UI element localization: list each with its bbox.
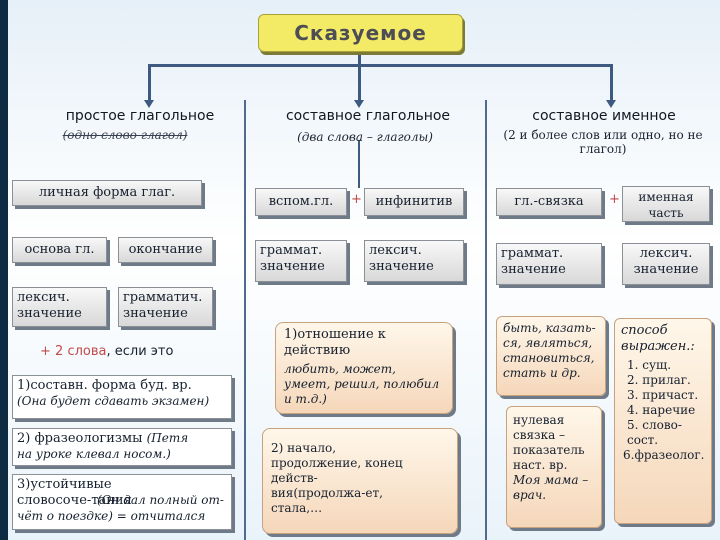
plus-nominal: + — [609, 192, 620, 207]
case3-example-b: чёт о поездке) = отчитался — [17, 509, 206, 523]
attitude-label: 1)отношение к действию — [284, 327, 386, 359]
box-grammatical: грамматич. значение — [118, 287, 213, 327]
zero-copula-example: Моя мама – врач. — [513, 473, 589, 502]
box-attitude — [275, 322, 453, 414]
ways-item-6: 6.фразеолог. — [623, 447, 705, 462]
connector-verbal-down — [358, 140, 360, 188]
column-divider-1 — [244, 100, 246, 540]
box-stem: основа гл. — [12, 237, 107, 263]
box-phase — [262, 428, 458, 534]
header-simple-sub: (одно слово-глагол) — [62, 128, 188, 142]
header-compound-nominal: составное именное — [532, 108, 676, 124]
arrow-right — [606, 100, 616, 108]
two-words-label: 2 слова — [55, 344, 107, 359]
ways-item-3: 3. причаст. — [627, 387, 699, 402]
header-compound-nominal-sub: (2 и более слов или одно, но не глагол) — [503, 128, 703, 156]
page-title: Сказуемое — [258, 14, 463, 52]
box-copula-list: быть, казать-ся, являться, становиться, стать и др. — [496, 316, 606, 396]
two-words-plus: + — [40, 344, 51, 359]
connector-right — [610, 64, 613, 104]
left-edge-bar — [0, 0, 8, 540]
arrow-left — [144, 100, 154, 108]
ways-title: способ выражен.: — [621, 323, 695, 355]
case2-row — [17, 431, 227, 447]
box-nominal-lex: лексич. значение — [622, 243, 710, 285]
connector-left — [148, 64, 151, 104]
two-words-note — [40, 344, 240, 359]
case3-example-a: (Он дал полный от- — [97, 493, 224, 507]
box-verbal-gram: граммат. значение — [255, 240, 347, 282]
connector-title-down — [358, 52, 361, 102]
box-case2 — [12, 428, 232, 466]
case2-example-b: на уроке клевал носом.) — [17, 447, 171, 462]
box-zero-copula — [506, 406, 602, 528]
header-simple: простое глагольное — [65, 108, 215, 124]
box-lexical: лексич. значение — [12, 287, 107, 327]
arrow-middle — [354, 100, 364, 108]
box-verbal-lex: лексич. значение — [364, 240, 464, 282]
box-infinitive: инфинитив — [364, 188, 464, 216]
case2-example-a: (Петя — [146, 431, 189, 445]
header-compound-verbal-sub: (два слова – глаголы) — [297, 130, 433, 144]
ways-item-5: 5. слово-сост. — [627, 417, 682, 447]
ways-item-2: 2. прилаг. — [627, 372, 691, 387]
case1-example: (Она будет сдавать экзамен) — [17, 394, 210, 409]
attitude-example: любить, может, умеет, решил, полюбил и т.д.) — [284, 361, 440, 406]
zero-copula-label: нулевая связка – показатель наст. вр. — [513, 413, 585, 472]
box-case3 — [12, 474, 232, 530]
box-personal-form: личная форма глаг. — [12, 180, 202, 206]
phase-label: 2) начало, продолжение, конец действ-вия(продолжа-ет, стала,… — [271, 441, 403, 515]
box-nominal-part: именная часть — [622, 186, 710, 222]
box-nominal-gram: граммат. значение — [496, 243, 602, 285]
column-divider-2 — [485, 100, 487, 540]
box-copula: гл.-связка — [496, 188, 602, 216]
box-aux-verb: вспом.гл. — [255, 188, 347, 216]
connector-horizontal — [148, 64, 612, 67]
box-ways — [614, 318, 712, 524]
case1-label: 1)составн. форма буд. вр. — [17, 378, 192, 393]
two-words-rest: , если это — [106, 344, 174, 359]
box-ending: окончание — [118, 237, 213, 263]
ways-item-4: 4. наречие — [627, 402, 696, 417]
header-compound-verbal: составное глагольное — [285, 108, 451, 124]
plus-verbal: + — [351, 192, 362, 207]
case3-label: 3)устойчивые словосоче-тания — [17, 477, 132, 509]
ways-item-1: 1. сущ. — [627, 357, 672, 372]
box-case1 — [12, 375, 232, 419]
case2-label: 2) фразеологизмы — [17, 431, 143, 446]
